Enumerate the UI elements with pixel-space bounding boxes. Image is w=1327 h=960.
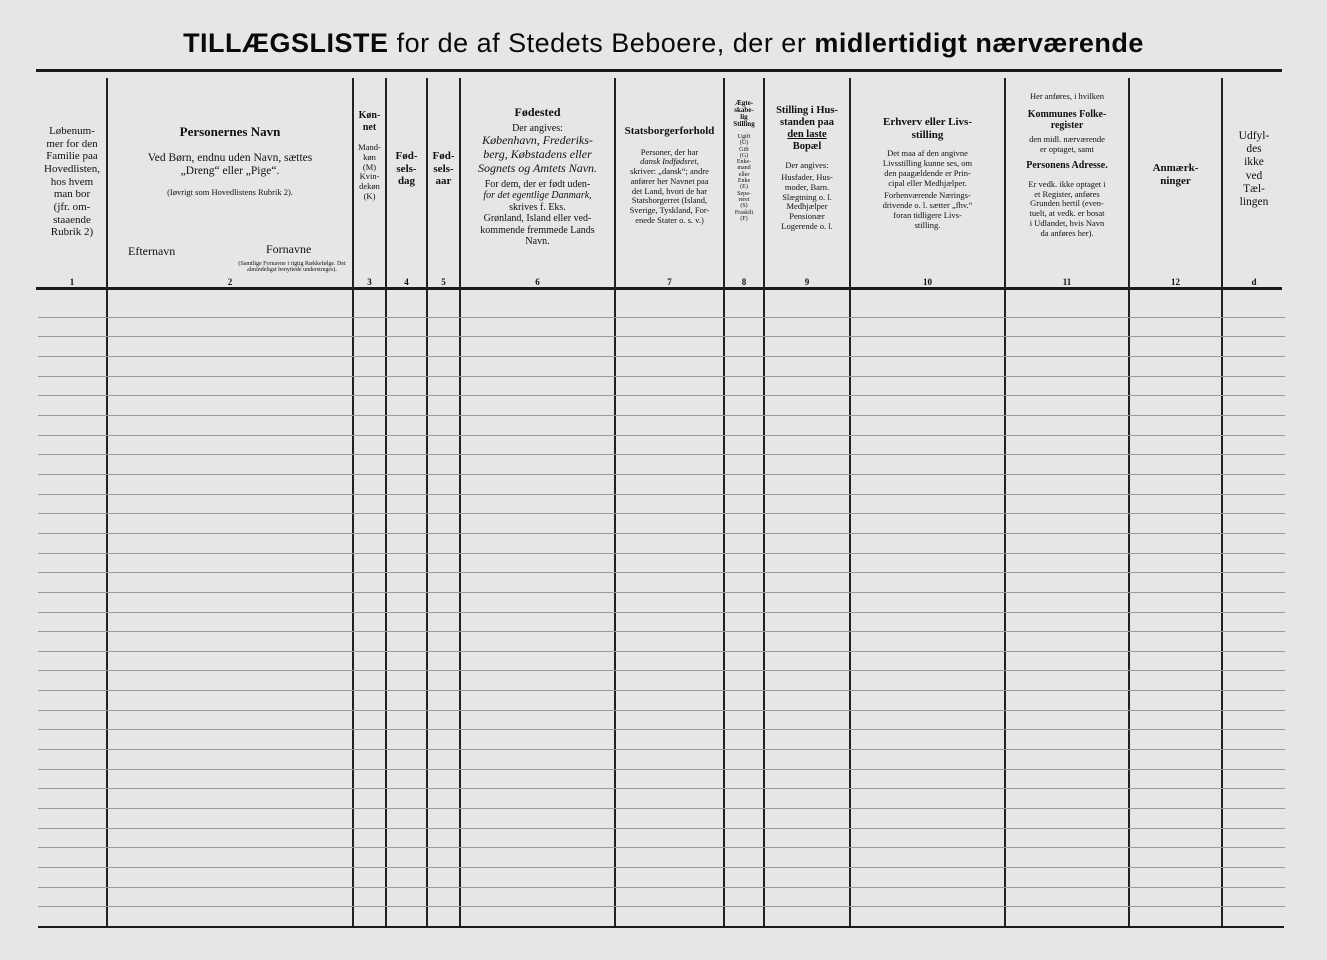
col8-line: (F) — [740, 215, 748, 222]
col3-small: Mand- — [358, 142, 381, 152]
col6-line: berg, Købstadens eller — [483, 147, 592, 162]
col11-line: Er vedk. ikke optaget i — [1028, 178, 1106, 189]
col-number: 3 — [367, 277, 372, 287]
header-bottom-rule — [36, 287, 1282, 290]
col-number: 10 — [923, 277, 932, 287]
col5-line: Fød- — [432, 150, 455, 162]
col9-heading: den laste — [787, 129, 827, 141]
col11-heading: Kommunes Folke- — [1027, 108, 1107, 120]
col11-heading2: Personens Adresse. — [1026, 160, 1108, 172]
table-row-line — [38, 435, 1285, 436]
table-row-line — [38, 553, 1285, 554]
col10-heading: stilling — [911, 128, 944, 141]
table-row-line — [38, 867, 1285, 868]
table-row-line — [38, 415, 1285, 416]
col8-line: (G) — [739, 152, 749, 159]
table-row-line — [38, 808, 1285, 809]
table-row-line — [38, 906, 1285, 907]
title-end: nærværende — [975, 28, 1144, 58]
col7-line: enede Stater o. s. v.) — [635, 215, 704, 225]
table-row-line — [38, 690, 1285, 691]
col-number: 11 — [1062, 277, 1072, 287]
col11-top: Her anføres, i hvilken — [1029, 92, 1105, 101]
table-row-line — [38, 828, 1285, 829]
col8-line: Ugift — [737, 134, 751, 140]
col9-line: Der angives: — [785, 160, 829, 171]
table-row-line — [38, 336, 1285, 337]
col7-header — [616, 125, 723, 240]
col6-line: Der angives: — [512, 122, 563, 134]
col8-line: Gift — [739, 146, 749, 153]
col1-line: staaende — [53, 213, 91, 226]
col12-heading: ninger — [1160, 174, 1191, 187]
col3-small: (K) — [363, 190, 376, 201]
col11-mid: er optaget, samt — [1039, 143, 1095, 154]
col7-line: Personer, der har — [640, 146, 699, 157]
col8-heading: Ægte- — [734, 100, 754, 107]
col2-heading: Personernes Navn — [179, 125, 281, 139]
col11-mid: den midl. nærværende — [1029, 133, 1105, 144]
col1-line: Rubrik 2) — [50, 226, 94, 239]
col7-line: anfører her Navnet paa — [630, 175, 709, 186]
col5-line: aar — [435, 175, 452, 188]
col8-line: Enke — [737, 178, 751, 185]
table-row-line — [38, 317, 1285, 318]
col11-header — [1006, 92, 1128, 267]
col1-line: Hovedlisten, — [44, 163, 100, 176]
col6-line: Grønland, Island eller ved- — [483, 213, 592, 225]
col-number: 9 — [804, 277, 810, 287]
cold-header — [1223, 130, 1285, 225]
surname-label: Efternavn — [128, 244, 176, 258]
col6-line: Navn. — [525, 236, 550, 248]
table-row-line — [38, 887, 1285, 888]
name-subdivider — [108, 288, 109, 289]
table-row-line — [38, 749, 1285, 750]
col10-line: cipal eller Medhjælper. — [888, 177, 967, 188]
col6-heading: Fødested — [514, 106, 561, 119]
col10-header — [851, 116, 1004, 246]
col11-line: i Udlandet, hvis Navn — [1029, 217, 1105, 228]
table-row-line — [38, 513, 1285, 514]
table-row-line — [38, 533, 1285, 534]
col9-heading: standen paa — [780, 117, 834, 129]
col9-line: Husfader, Hus- — [781, 172, 833, 183]
col3-header — [354, 110, 385, 250]
title-middle: for de af Stedets Beboere, der er — [396, 28, 807, 58]
col11-heading: register — [1050, 120, 1084, 132]
col8-heading: skabe- — [734, 106, 754, 114]
header-top-rule — [36, 69, 1282, 72]
table-bottom-rule — [38, 926, 1284, 928]
col7-line: skriver: „dansk“; andre — [630, 166, 709, 177]
col7-line: Sverige, Tyskland, For- — [629, 205, 710, 216]
table-row-line — [38, 356, 1285, 357]
col-number: 1 — [69, 277, 75, 287]
col7-line: Statsborgerret (Island, — [631, 195, 708, 206]
col4-line: dag — [397, 175, 416, 188]
col9-line: Slægtning o. l. — [782, 191, 832, 202]
col1-line: Løbenum- — [49, 125, 95, 138]
col1-line: (jfr. om- — [53, 200, 91, 213]
col10-line: drivende o. l. sætter „fhv.“ — [882, 200, 973, 211]
col10-line: Det maa af den angivne — [887, 148, 968, 159]
col11-line: Grunden hertil (even- — [1030, 198, 1104, 209]
col-number: d — [1251, 277, 1257, 287]
col3-small: køn — [363, 151, 376, 162]
table-row-line — [38, 474, 1285, 475]
col3-small: dekøn — [359, 181, 380, 192]
col5-header — [428, 150, 459, 210]
col-number: 4 — [404, 277, 409, 287]
col3-small: (M) — [362, 161, 377, 172]
col7-heading: Statsborgerforhold — [624, 125, 715, 137]
col11-line: da anføres her). — [1040, 227, 1094, 238]
table-row-line — [38, 788, 1285, 789]
col1-header — [38, 82, 106, 282]
col8-line: Enke- — [736, 159, 752, 166]
col4-line: sels- — [396, 162, 417, 175]
col9-header — [765, 105, 849, 250]
col12-header — [1130, 162, 1221, 198]
col6-line: For dem, der er født uden- — [484, 178, 591, 190]
col8-line: (U) — [739, 140, 749, 147]
table-row-line — [38, 710, 1285, 711]
table-row-line — [38, 592, 1285, 593]
col9-line: Pensionær — [789, 211, 825, 222]
col-number: 2 — [227, 277, 233, 287]
col4-header — [387, 150, 426, 210]
col2-line1: Ved Børn, endnu uden Navn, sættes — [147, 151, 313, 164]
cold-line: ikke — [1244, 156, 1264, 169]
col10-line: Forhenværende Nærings- — [884, 190, 971, 201]
col8-line: Sepa- — [737, 190, 751, 197]
cold-line: Udfyl- — [1238, 130, 1270, 142]
col2-line2: „Dreng“ eller „Pige“. — [180, 165, 280, 178]
cold-line: lingen — [1239, 196, 1269, 209]
col2-header — [108, 125, 352, 215]
col9-line: moder, Barn. — [784, 181, 830, 192]
table-row-line — [38, 395, 1285, 396]
col6-line: skrives f. Eks. — [509, 201, 566, 213]
title-emphasis: midlertidigt — [814, 28, 968, 58]
table-row-line — [38, 494, 1285, 495]
table-row-line — [38, 769, 1285, 770]
col10-line: stilling. — [914, 219, 941, 230]
form-title — [0, 28, 1327, 59]
table-row-line — [38, 631, 1285, 632]
col6-line: København, Frederiks- — [482, 133, 593, 148]
col-number: 5 — [441, 277, 446, 287]
col3-line: Køn- — [358, 110, 381, 121]
col-divider — [1128, 78, 1130, 926]
firstname-note-text: (Samtlige Fornavne i rigtig Rækkefølge. Det almindeligst benyttede understreges). — [238, 260, 346, 273]
col8-line: (S) — [740, 203, 748, 210]
table-row-line — [38, 847, 1285, 848]
title-main: TILLÆGSLISTE — [183, 28, 389, 58]
col1-line: Familie paa — [46, 150, 98, 163]
col1-line: man bor — [53, 188, 91, 201]
col11-line: et Register, anføres — [1034, 188, 1100, 199]
col8-line: mand — [737, 165, 751, 172]
col10-heading: Erhverv eller Livs- — [883, 116, 972, 128]
table-row-line — [38, 670, 1285, 671]
col8-line: (E) — [740, 184, 748, 191]
col3-small: Kvin- — [359, 171, 380, 182]
col4-line: Fød- — [395, 150, 418, 162]
col8-line: reret — [738, 196, 750, 203]
col1-line: hos hvem — [50, 175, 94, 188]
table-row-line — [38, 572, 1285, 573]
table-row-line — [38, 651, 1285, 652]
cold-line: des — [1246, 143, 1262, 156]
table-row-line — [38, 612, 1285, 613]
col6-line: for det egentlige Danmark, — [483, 190, 592, 202]
col1-line: mer for den — [46, 137, 98, 150]
col8-line: eller — [738, 171, 750, 178]
col12-heading: Anmærk- — [1152, 162, 1199, 174]
col2-note: (Iøvrigt som Hovedlistens Rubrik 2). — [167, 187, 293, 198]
col10-line: den paagældende er Prin- — [884, 167, 971, 178]
col9-line: Medhjælper — [786, 201, 828, 212]
table-row-line — [38, 376, 1285, 377]
col8-heading: lig — [740, 113, 748, 121]
col7-line: det Land, hvori de har — [631, 185, 708, 196]
col8-line: Fraskilt — [734, 209, 754, 216]
col9-line: Logerende o. l. — [781, 220, 833, 231]
col11-line: tuelt, at vedk. er bosat — [1029, 208, 1105, 219]
col10-line: Livsstilling kunne ses, om — [882, 158, 973, 169]
table-row-line — [38, 729, 1285, 730]
col6-line: Sognets og Amtets Navn. — [477, 160, 598, 175]
col-number: 12 — [1171, 277, 1180, 287]
col6-header — [461, 106, 614, 251]
col8-heading: Stilling — [733, 120, 755, 128]
col-number: 8 — [741, 277, 747, 287]
col9-heading: Bopæl — [792, 141, 822, 153]
col8-header — [725, 100, 763, 265]
firstname-label: Fornavne — [266, 242, 312, 256]
cold-line: ved — [1245, 169, 1263, 182]
col3-line: net — [362, 121, 377, 133]
col6-line: kommende fremmede Lands — [480, 224, 595, 236]
col-number: 6 — [535, 277, 540, 287]
col9-heading: Stilling i Hus- — [776, 105, 838, 116]
col-number: 7 — [667, 277, 672, 287]
table-row-line — [38, 454, 1285, 455]
col7-line: dansk Indfødsret, — [640, 156, 699, 167]
col5-line: sels- — [433, 162, 454, 175]
col10-line: foran tidligere Livs- — [893, 209, 962, 220]
cold-line: Tæl- — [1243, 182, 1265, 195]
